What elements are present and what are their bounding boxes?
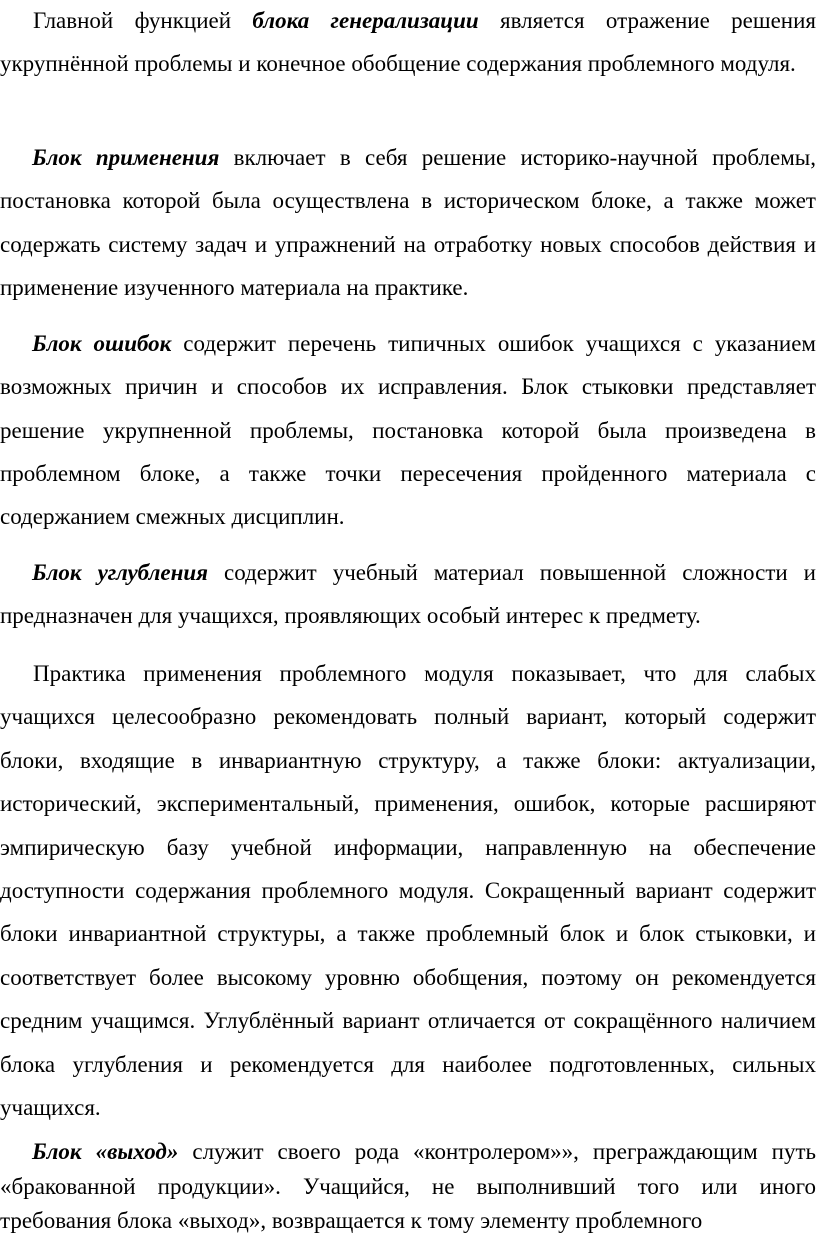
paragraph-text: служит своего рода «контролером»», преграждающим путь «бракованной продукции». Учащийся, не выполнивший того или иного требования блока «выход», возвращается к тому элементу проблемного (0, 1139, 816, 1233)
paragraph-text: содержит учебный материал повышенной сложности и предназначен для учащихся, проявляющих особый интерес к предмету. (0, 560, 816, 628)
paragraph-lead-term: Блок «выход» (32, 1139, 179, 1164)
paragraph-text: является отражение решения укрупнённой проблемы и конечное обобщение содержания проблемного модуля. (0, 8, 816, 76)
paragraph-text: включает в себя решение историко-научной проблемы, постановка которой была осуществлена в историческом блоке, а также может содержать систему задач и упражнений на отработку новых способов действия и применение изученного материала на практике. (0, 145, 816, 300)
paragraph-application-block (0, 136, 816, 309)
paragraph-lead-term: блока генерализации (252, 8, 479, 33)
paragraph-generalization-block (0, 0, 816, 85)
paragraph-lead-term: Блок ошибок (32, 331, 172, 356)
paragraph-lead-term: Блок углубления (32, 560, 209, 585)
paragraph-lead-term: Блок применения (32, 145, 220, 170)
paragraph-text: Практика применения проблемного модуля показывает, что для слабых учащихся целесообразно рекомендовать полный вариант, который содержит блоки, входящие в инвариантную структуру, а также блоки: актуализации, исторический, экспериментальный, применения, ошибок, которые расширяют эмпирическую базу учебной информации, направленную на обеспечение доступности содержания проблемного модуля. Сокращенный вариант содержит блоки инвариантной структуры, а также проблемный блок и блок стыковки, и соответствует более высокому уровню обобщения, поэтому он рекомендуется средним учащимся. Углублённый вариант отличается от сокращённого наличием блока углубления и рекомендуется для наиболее подготовленных, сильных учащихся. (0, 661, 816, 1121)
paragraph-deepening-block (0, 551, 816, 637)
paragraph-text: содержит перечень типичных ошибок учащихся с указанием возможных причин и способов их исправления. Блок стыковки представляет решение укрупненной проблемы, постановка которой была произведена в проблемном блоке, а также точки пересечения пройденного материала с содержанием смежных дисциплин. (0, 331, 816, 530)
paragraph-practice (0, 652, 816, 1129)
paragraph-exit-block (0, 1135, 816, 1239)
paragraph-errors-block (0, 322, 816, 538)
paragraph-text: Главной функцией (33, 8, 253, 33)
